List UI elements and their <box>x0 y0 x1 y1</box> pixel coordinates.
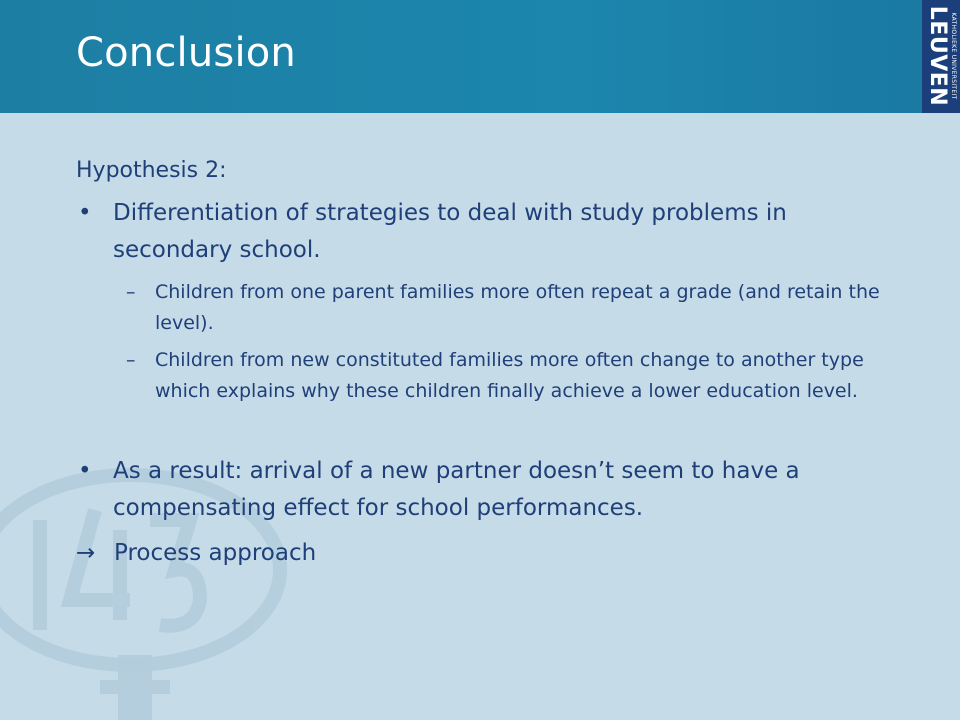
slide-content <box>76 150 896 572</box>
bullet-text: As a result: arrival of a new partner doesn’t seem to have a compensating effect for school performances. <box>113 458 800 521</box>
bullet-mark: • <box>78 200 92 226</box>
slide-title: Conclusion <box>76 30 296 76</box>
process-approach-text: Process approach <box>114 540 317 566</box>
arrow-right-icon: → <box>76 540 96 566</box>
process-approach-line <box>76 535 896 572</box>
sub-bullet-text: Children from one parent families more often repeat a grade (and retain the level). <box>155 281 880 334</box>
bullet-item <box>76 453 896 527</box>
hypothesis-label: Hypothesis 2: <box>76 158 227 183</box>
dash-mark: – <box>126 349 136 371</box>
university-logo <box>922 0 960 113</box>
sub-bullet-item <box>76 277 896 339</box>
logo-small-text: KATHOLIEKE UNIVERSITEIT <box>950 12 957 100</box>
bullet-item <box>76 195 896 269</box>
sub-bullet-text: Children from new constituted families more often change to another type which explains why these children finally achieve a lower education level. <box>155 349 864 402</box>
bullet-text: Differentiation of strategies to deal with study problems in secondary school. <box>113 200 787 263</box>
bullet-mark: • <box>78 458 92 484</box>
logo-big-text: LEUVEN <box>925 5 950 107</box>
dash-mark: – <box>126 281 136 303</box>
title-bar <box>0 0 960 113</box>
sub-bullet-item <box>76 345 896 407</box>
